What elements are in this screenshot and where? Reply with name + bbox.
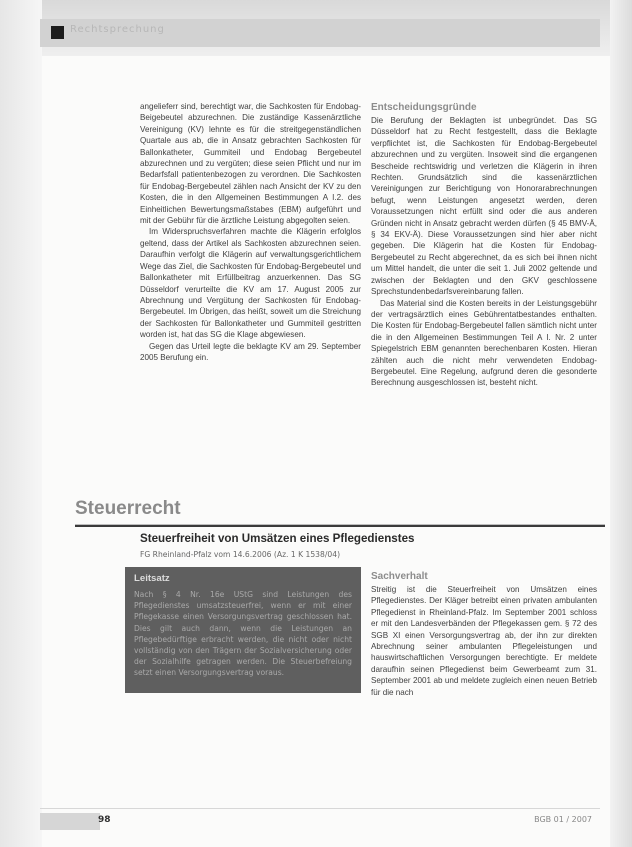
footer-rule xyxy=(40,808,600,809)
paragraph: Das Material sind die Kosten bereits in der Leistungsgebühr der vertragsärztlich eines Gebührentatbestandes enthalten. Die Kosten für Endobag-Bergebeutel fallen sämtlich nicht unter die in den Allgemeinen Bestimmungen Teil A I. Nr. 2 unter Spiegelstrich EBM genannten berechenbaren Kosten. Hieran zählten auch die nicht mehr verwendeten Endobag-Bergebeutel. Eine Regelung, aufgrund deren die gesonderte Berechnung ausgeschlossen ist, besteht nicht. xyxy=(371,298,597,388)
subheading-entscheidungsgruende: Entscheidungsgründe xyxy=(371,102,477,113)
subheading-sachverhalt: Sachverhalt xyxy=(371,571,428,582)
leitsatz-box xyxy=(125,567,361,693)
sachverhalt-column xyxy=(371,570,597,698)
body-column-left xyxy=(140,101,361,363)
section-title: Steuerrecht xyxy=(75,498,181,519)
paragraph: Die Berufung der Beklagten ist unbegründet. Das SG Düsseldorf hat zu Recht festgestellt, dass die Beklagte verpflichtet ist, die Sachkosten für Endobag-Bergebeutel abzurechnen und zu vergüten. Insoweit sind die ergangenen Bescheide rechtswidrig und verletzen die Klägerin in ihren Rechten. Grundsätzlich sind die kassenärztlichen Vereinigungen zur Berichtigung von Honorarabrechnungen befugt, wenn Leistungen angesetzt werden, deren Voraussetzungen nicht erfüllt sind oder die aus anderen Gründen nicht in Ansatz gebracht werden dürfen (§ 45 BMV-Ä, § 34 EKV-Ä). Diese Voraussetzungen sind hier aber nicht gegeben. Die Klägerin hat die Kosten für Endobag-Bergebeutel zu Recht abgerechnet, da es sich bei ihnen nicht um Mittel handelt, die unter die seit 1. Juli 2002 geltende und zwischen der Beklagten und den GKV geschlossene Sprechstundenbedarfsvereinbarung fallen. xyxy=(371,116,597,297)
footer-block xyxy=(40,813,100,830)
leitsatz-heading: Leitsatz xyxy=(134,573,170,584)
header-label: Rechtsprechung xyxy=(70,24,165,35)
article-title: Steuerfreiheit von Umsätzen eines Pflegedienstes xyxy=(140,532,415,545)
paragraph: angelieferr sind, berechtigt war, die Sachkosten für Endobag-Beigebeutel abzurechnen. Die zuständige Kassenärztliche Vereinigung (KV) lehnte es für die streitgegenständlichen Quartale aus ab, die in Ansatz gebrachten Sachkosten für Ballonkatheter, Gummiteil und Endobag Bergebeutel abzurechnen und zu vergüten; diese seien Pflicht und nur im Bedarfsfall patientenbezogen zu verordnen. Die Sachkosten für Endobag-Bergebeutel zählen nach Ansicht der KV zu den Kosten, die in den Allgemeinen Bestimmungen A I.2. des Einheitlichen Bewertungsmaßstabes (EBM) aufgeführt und mit der Gebühr für die ärztliche Leistung abgegolten seien. xyxy=(140,102,361,226)
issue-label: BGB 01 / 2007 xyxy=(534,815,592,824)
paragraph: Streitig ist die Steuerfreiheit von Umsätzen eines Pflegedienstes. Der Kläger betreibt einen privaten ambulanten Pflegedienst in Rheinland-Pfalz. Im September 2001 schloss er mit den Landesverbänden der Pflegekassen gem. § 72 des SGB XI einen Versorgungsvertrag ab, der ihn zur direkten Abrechnung seiner ambulanten Pflegeleistungen und hauswirtschaftlichen Versorgungen berechtigte. Er meldete daraufhin seinen Pflegedienst beim Gewerbeamt zum 31. September 2001 ab und meldete zugleich einen neuen Betrieb für die nach xyxy=(371,585,597,697)
page-number: 98 xyxy=(98,815,111,825)
scan-shadow-left xyxy=(0,0,42,847)
header-square-icon xyxy=(51,26,64,39)
article-source: FG Rheinland-Pfalz vom 14.6.2006 (Az. 1 K 1538/04) xyxy=(140,550,341,559)
body-column-right xyxy=(371,101,597,389)
leitsatz-text: Nach § 4 Nr. 16e UStG sind Leistungen des Pflegedienstes umsatzsteuerfrei, wenn er mit einer Pflegekasse einen Versorgungsvertrag geschlossen hat. Dies gilt auch dann, wenn die Leistungen an Pflegebedürftige erbracht werden, die nicht oder nicht vollständig von den Trägern der Sozialversicherung oder der Sozialhilfe getragen werden. Die Steuerbefreiung setzt einen Versorgungsvertrag voraus. xyxy=(134,590,352,678)
section-rule-dark xyxy=(75,525,605,527)
paragraph: Im Widerspruchsverfahren machte die Klägerin erfolglos geltend, dass der Artikel als Sachkosten abzurechnen seien. Daraufhin verfolgt die Klägerin auf verwaltungsgerichtlichem Wege das Ziel, die Sachkosten für Endobag-Bergebeutel und Ballonkatheter mit Erfüllbeitrag anzuerkennen. Das SG Düsseldorf verurteilte die KV am 17. August 2005 zur Abrechnung und Vergütung der Sachkosten für Endobag-Bergebeutel. Im Übrigen, das heißt, soweit um die Streichung der Sachkosten für Ballonkatheter und Gummiteil gestritten worden ist, hat das SG die Klage abgewiesen. xyxy=(140,227,361,340)
paragraph: Gegen das Urteil legte die beklagte KV am 29. September 2005 Berufung ein. xyxy=(140,341,361,362)
scan-shadow-right xyxy=(610,0,632,847)
